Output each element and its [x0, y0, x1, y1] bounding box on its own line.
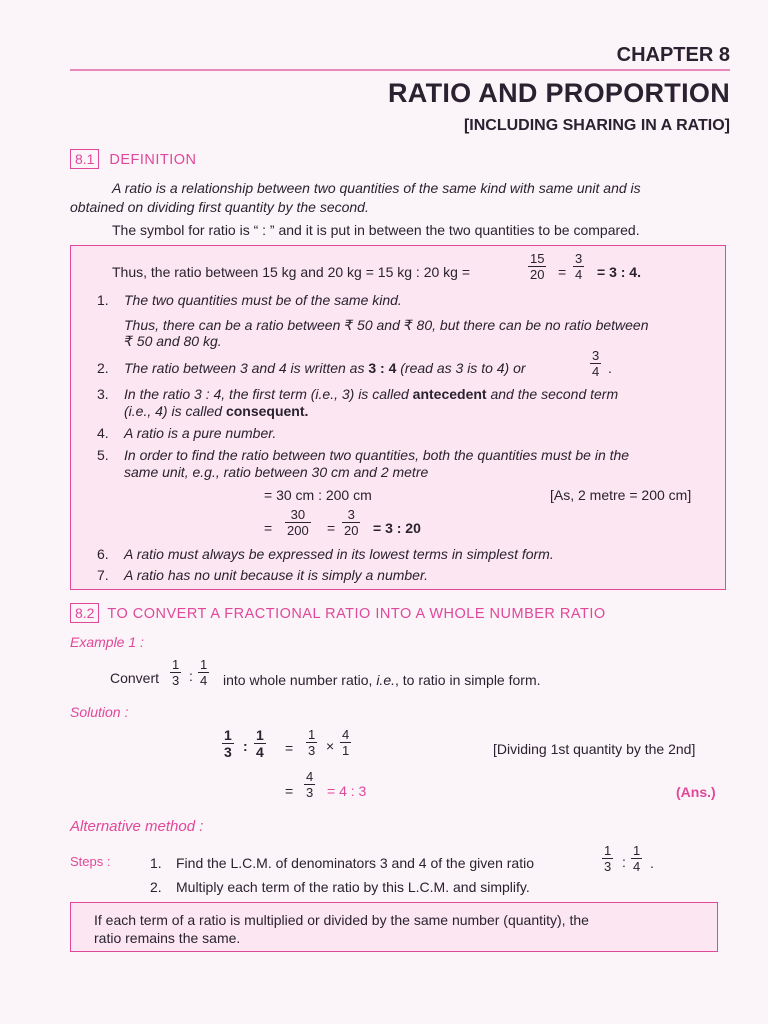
equals-sign: =: [285, 740, 294, 756]
list-item-continuation: Thus, there can be a ratio between ₹ 50 and ₹ 80, but there can be no ratio between: [124, 317, 649, 333]
equals-sign: =: [285, 783, 294, 799]
fraction-1-4: $\frac{1}{4}$: [200, 657, 208, 688]
ratio-result: = 3 : 20: [373, 520, 421, 536]
list-item-number: 7.: [97, 567, 109, 583]
steps-label: Steps :: [70, 854, 111, 869]
solution-note: [Dividing 1st quantity by the 2nd]: [493, 741, 696, 757]
fraction-3-20: $\frac{3}{20}$: [344, 507, 359, 538]
chapter-label: CHAPTER 8: [616, 44, 730, 66]
fraction-1-4: $\frac{1}{4}$: [256, 727, 264, 760]
fraction-3-4: $\frac{3}{4}$: [575, 251, 583, 282]
period: .: [608, 360, 612, 376]
list-item-number: 2.: [97, 360, 109, 376]
colon: :: [189, 668, 193, 684]
list-item-number: 5.: [97, 447, 109, 463]
list-item-number: 1.: [97, 292, 109, 308]
step-text: Find the L.C.M. of denominators 3 and 4 of the given ratio: [176, 855, 534, 871]
page-subtitle: [INCLUDING SHARING IN A RATIO]: [463, 117, 730, 134]
definition-line-1: A ratio is a relationship between two quantities of the same kind with same unit and is: [112, 180, 641, 196]
step-text: Multiply each term of the ratio by this L.C.M. and simplify.: [176, 879, 530, 895]
section-number: 8.2: [70, 603, 99, 623]
list-item-number: 3.: [97, 386, 109, 402]
list-item: A ratio has no unit because it is simply a number.: [124, 567, 429, 583]
answer-label: (Ans.): [676, 784, 716, 800]
multiply-sign: ×: [326, 738, 335, 754]
period: .: [650, 855, 654, 871]
list-item-continuation: ₹ 50 and 80 kg.: [124, 333, 222, 349]
fraction-4-3: $\frac{4}{3}$: [306, 769, 314, 800]
list-item: The two quantities must be of the same kind.: [124, 292, 402, 308]
fraction-1-3: $\frac{1}{3}$: [224, 727, 232, 760]
thus-line: Thus, the ratio between 15 kg and 20 kg = 15 kg : 20 kg =: [112, 264, 471, 280]
example-label: Example 1 :: [70, 634, 144, 650]
fraction-3-4: $\frac{3}{4}$: [592, 348, 600, 379]
colon: :: [622, 854, 626, 870]
list-item-number: 4.: [97, 425, 109, 441]
section-8-1-heading: [70, 151, 197, 168]
equals-sign: =: [264, 520, 273, 536]
fraction-4-1: $\frac{4}{1}$: [342, 727, 350, 758]
list-item: A ratio must always be expressed in its lowest terms in simplest form.: [124, 546, 554, 562]
step-number: 1.: [150, 855, 162, 871]
solution-label: Solution :: [70, 704, 129, 720]
alternative-method-label: Alternative method :: [70, 818, 204, 835]
fraction-1-3: $\frac{1}{3}$: [604, 843, 612, 874]
section-number: 8.1: [70, 149, 99, 169]
definition-line-2: obtained on dividing first quantity by the second.: [70, 199, 369, 215]
calc-note: [As, 2 metre = 200 cm]: [550, 487, 692, 503]
fraction-30-200: $\frac{30}{200}$: [287, 507, 309, 538]
calc-line-1: = 30 cm : 200 cm: [264, 487, 372, 503]
equals-sign: =: [327, 520, 336, 536]
equals-sign: =: [558, 264, 567, 280]
list-item-number: 6.: [97, 546, 109, 562]
page-title: RATIO AND PROPORTION: [388, 78, 730, 108]
step-number: 2.: [150, 879, 162, 895]
section-8-2-heading: [70, 605, 606, 622]
section-title: TO CONVERT A FRACTIONAL RATIO INTO A WHOLE NUMBER RATIO: [107, 606, 606, 622]
fraction-1-3: $\frac{1}{3}$: [308, 727, 316, 758]
list-item: In order to find the ratio between two quantities, both the quantities must be in the: [124, 447, 630, 463]
solution-result: = 4 : 3: [327, 783, 367, 799]
list-item-continuation: (i.e., 4) is called consequent.: [124, 403, 309, 419]
fraction-15-20: $\frac{15}{20}$: [530, 251, 545, 282]
section-title: DEFINITION: [109, 152, 197, 168]
list-item-continuation: same unit, e.g., ratio between 30 cm and 2 metre: [124, 464, 429, 480]
convert-word: Convert: [110, 670, 160, 686]
rule-line-2: ratio remains the same.: [94, 930, 241, 946]
colon: :: [243, 738, 248, 754]
list-item: In the ratio 3 : 4, the first term (i.e., 3) is called antecedent and the second term: [124, 386, 619, 402]
list-item: The ratio between 3 and 4 is written as 3 : 4 (read as 3 is to 4) or: [124, 360, 526, 376]
list-item: A ratio is a pure number.: [124, 425, 277, 441]
fraction-1-3: $\frac{1}{3}$: [172, 657, 180, 688]
ratio-result: = 3 : 4.: [597, 264, 641, 280]
fraction-1-4: $\frac{1}{4}$: [633, 843, 641, 874]
convert-text: into whole number ratio, i.e., to ratio in simple form.: [223, 672, 541, 688]
rule-line-1: If each term of a ratio is multiplied or divided by the same number (quantity), the: [94, 912, 589, 928]
header-rule: [70, 69, 730, 71]
symbol-line: The symbol for ratio is “ : ” and it is put in between the two quantities to be compared.: [112, 222, 640, 238]
